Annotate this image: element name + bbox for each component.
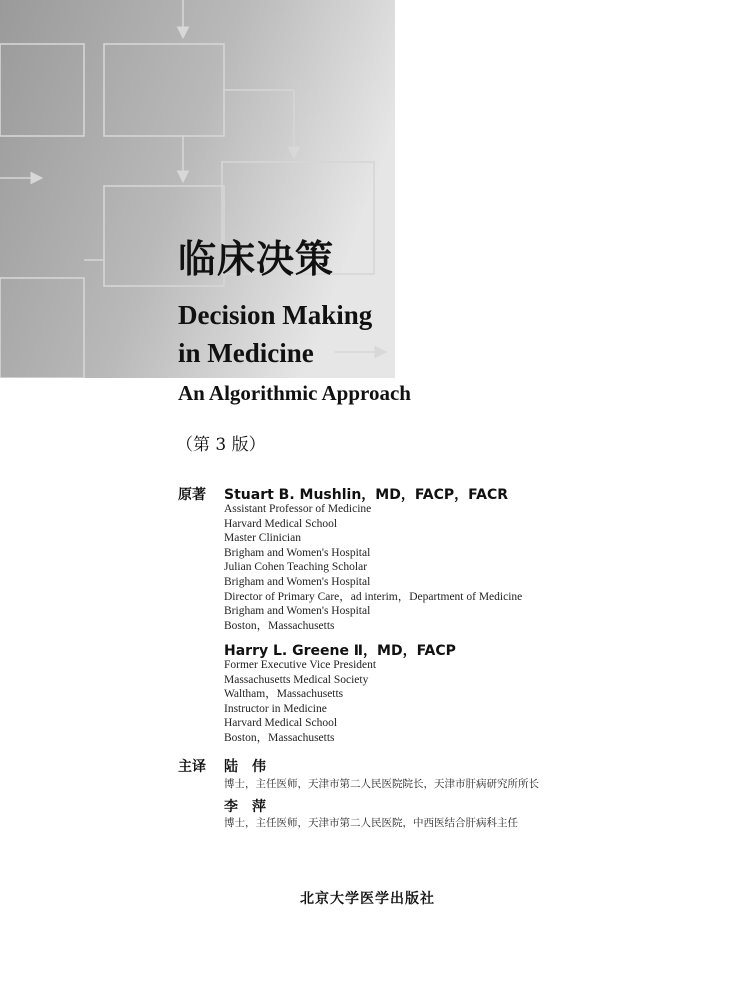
affiliation-line: Julian Cohen Teaching Scholar bbox=[224, 561, 368, 574]
author-affiliations bbox=[224, 502, 522, 633]
affiliation-line: Harvard Medical School bbox=[224, 717, 338, 730]
affiliation-line: Massachusetts Medical Society bbox=[224, 673, 369, 686]
affiliation-line: Harvard Medical School bbox=[224, 517, 338, 530]
affiliation-line: Assistant Professor of Medicine bbox=[224, 503, 372, 515]
translators-label: 主译 bbox=[178, 759, 206, 775]
affiliation-line: Instructor in Medicine bbox=[224, 702, 327, 715]
affiliation-line: Master Clinician bbox=[224, 532, 301, 545]
affiliation-line: Director of Primary Care，ad interim，Department of Medicine bbox=[224, 590, 523, 603]
translator-name: 陆 伟 bbox=[224, 759, 266, 775]
affiliation-line: Boston，Massachusetts bbox=[224, 619, 335, 632]
title-english-line1: Decision Making bbox=[178, 300, 373, 330]
affiliation-line: Brigham and Women's Hospital bbox=[224, 575, 371, 588]
translator-description: 博士，主任医师，天津市第二人民医院，中西医结合肝病科主任 bbox=[224, 817, 518, 829]
affiliation-line: Waltham，Massachusetts bbox=[224, 688, 344, 701]
affiliation-line: Boston，Massachusetts bbox=[224, 731, 335, 744]
affiliation-line: Brigham and Women's Hospital bbox=[224, 605, 371, 618]
affiliation-line: Former Executive Vice President bbox=[224, 659, 377, 671]
author-name: Harry L. Greene Ⅱ，MD，FACP bbox=[224, 643, 456, 659]
translator-name: 李 萍 bbox=[224, 799, 266, 815]
original-authors-label: 原著 bbox=[178, 487, 206, 503]
publisher-name: 北京大学医学出版社 bbox=[300, 891, 435, 907]
affiliation-line: Brigham and Women's Hospital bbox=[224, 546, 371, 559]
author-name: Stuart B. Mushlin，MD，FACP，FACR bbox=[224, 487, 509, 503]
title-english-line2: in Medicine bbox=[178, 338, 314, 368]
translator-description: 博士，主任医师，天津市第二人民医院院长，天津市肝病研究所所长 bbox=[224, 778, 539, 790]
author-affiliations bbox=[224, 658, 376, 746]
edition-label: （第 3 版） bbox=[176, 435, 266, 455]
title-chinese: 临床决策 bbox=[178, 237, 335, 281]
subtitle: An Algorithmic Approach bbox=[178, 381, 411, 405]
